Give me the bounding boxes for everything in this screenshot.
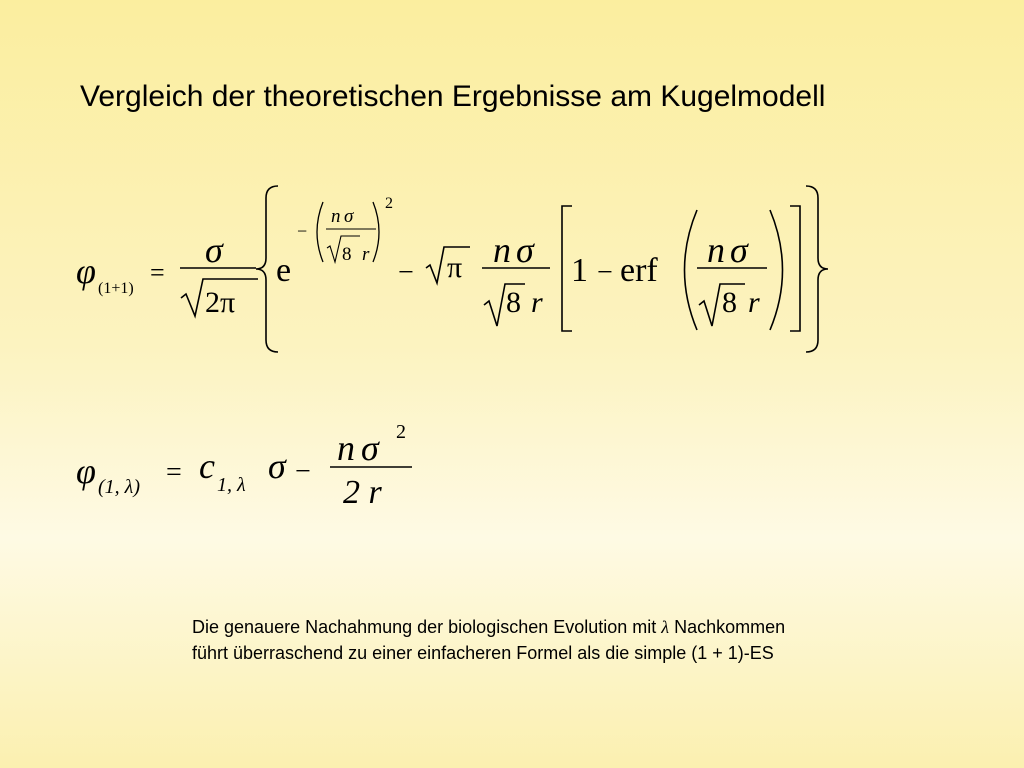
erf-n: n: [707, 230, 725, 270]
equals-sign-2: =: [166, 457, 182, 488]
minus-sign-3: −: [295, 456, 311, 487]
pi-symbol: π: [447, 251, 463, 284]
num-n: n: [337, 428, 355, 468]
slide-title: Vergleich der theoretischen Ergebnisse am Kugelmodell: [80, 80, 826, 113]
sigma-term: σ: [268, 446, 286, 486]
note-line-2: führt überraschend zu einer einfacheren Formel als die simple (1 + 1)-ES: [192, 643, 774, 663]
phi-symbol: φ: [76, 251, 96, 291]
formula-phi-1plus1: [76, 186, 828, 352]
erf-right-paren: [770, 210, 783, 330]
frac-sigma: σ: [516, 230, 534, 270]
minus-sign: −: [398, 257, 414, 288]
phi-subscript: (1+1): [98, 280, 134, 297]
erf-r: r: [748, 286, 760, 319]
frac-r: r: [531, 286, 543, 319]
erf-eight: 8: [722, 286, 737, 319]
num-sigma: σ: [361, 428, 379, 468]
note-line-1-end: Nachkommen: [669, 617, 786, 637]
erf-left-paren: [685, 210, 698, 330]
exp-square: 2: [385, 195, 393, 212]
lambda-symbol: λ: [661, 617, 670, 637]
exp-right-paren: [373, 202, 379, 262]
num-square: 2: [396, 421, 406, 443]
exp-sigma: σ: [344, 206, 354, 227]
exp-r: r: [362, 244, 370, 265]
left-brace: [256, 186, 278, 352]
exp-n: n: [331, 206, 341, 227]
formula-phi-1lambda: [76, 421, 412, 511]
right-brace: [806, 186, 828, 352]
exponent-minus: −: [297, 221, 308, 241]
frac-n: n: [493, 230, 511, 270]
c-coefficient: c: [199, 446, 215, 486]
equals-sign: =: [150, 258, 165, 287]
frac-eight: 8: [506, 286, 521, 319]
denominator: 2 r: [343, 474, 382, 511]
phi-symbol-2: φ: [76, 451, 96, 491]
erf-sigma: σ: [730, 230, 748, 270]
phi-subscript-2: (1, λ): [98, 476, 140, 498]
note-line-1: [192, 614, 785, 640]
note-line-1-start: Die genauere Nachahmung der biologischen Evolution mit: [192, 617, 662, 637]
one: 1: [571, 252, 588, 289]
note-text: [192, 614, 785, 666]
exp-left-paren: [317, 202, 323, 262]
c-subscript: 1, λ: [217, 474, 246, 496]
euler-e: e: [276, 252, 292, 289]
right-bracket: [790, 206, 800, 331]
two-pi: 2π: [205, 286, 236, 319]
exp-eight: 8: [342, 244, 352, 265]
erf-function: erf: [620, 252, 658, 289]
sigma-numerator: σ: [205, 230, 223, 270]
minus-sign-2: −: [597, 257, 613, 288]
